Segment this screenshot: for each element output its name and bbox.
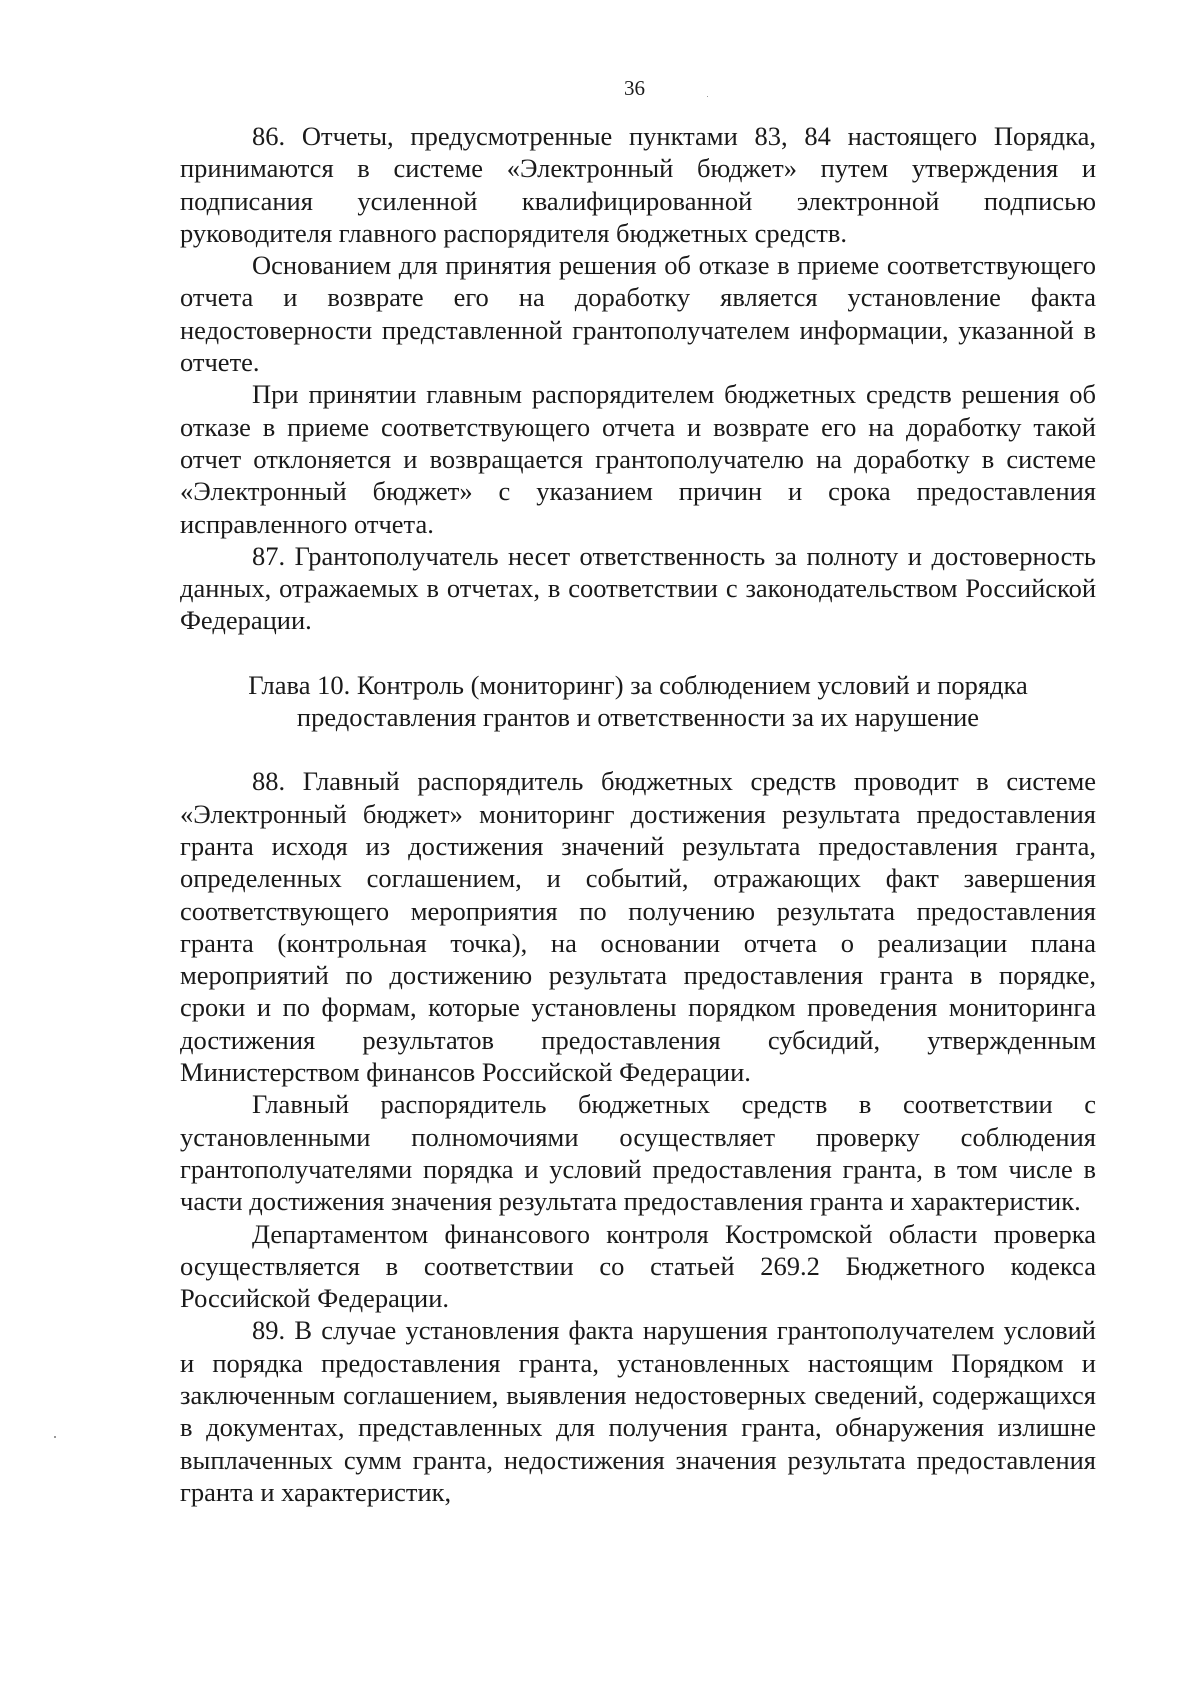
scan-speck	[707, 96, 708, 97]
chapter-heading-line-2: предоставления грантов и ответственности за их нарушение	[296, 702, 980, 733]
chapter-heading	[180, 669, 1096, 734]
chapter-heading-line-1: Глава 10. Контроль (мониторинг) за соблюдением условий и порядка	[248, 669, 1028, 700]
paragraph-86-rejection: При принятии главным распорядителем бюджетных средств решения об отказе в приеме соответствующего отчета и возврате его на доработку такой отчет отклоняется и возвращается грантополучателю на доработку в системе «Электронный бюджет» с указанием причин и срока предоставления исправленного отчета.	[180, 379, 1096, 539]
paragraph-88-department: Департаментом финансового контроля Костромской области проверка осуществляется в соответствии со статьей 269.2 Бюджетного кодекса Российской Федерации.	[180, 1218, 1096, 1314]
document-body	[180, 120, 1096, 1508]
paragraph-87: 87. Грантополучатель несет ответственность за полноту и достоверность данных, отражаемых в отчетах, в соответствии с законодательством Российской Федерации.	[180, 540, 1096, 636]
page-number: 36	[624, 76, 645, 100]
scan-speck	[54, 1436, 56, 1438]
paragraph-88-verification: Главный распорядитель бюджетных средств в соответствии с установленными полномочиями осуществляет проверку соблюдения грантополучателями порядка и условий предоставления гранта, в том числе в части достижения значения результата предоставления гранта и характеристик.	[180, 1089, 1096, 1217]
paragraph-89: 89. В случае установления факта нарушения грантополучателем условий и порядка предоставления гранта, установленных настоящим Порядком и заключенным соглашением, выявления недостоверных сведений, содержащихся в документах, представленных для получения гранта, обнаружения излишне выплаченных сумм гранта, недостижения значения результата предоставления гранта и характеристик,	[180, 1315, 1096, 1507]
paragraph-86: 86. Отчеты, предусмотренные пунктами 83, 84 настоящего Порядка, принимаются в системе «Электронный бюджет» путем утверждения и подписания усиленной квалифицированной электронной подписью руководителя главного распорядителя бюджетных средств.	[180, 121, 1096, 248]
paragraph-86-grounds: Основанием для принятия решения об отказе в приеме соответствующего отчета и возврате его на доработку является установление факта недостоверности представленной грантополучателем информации, указанной в отчете.	[180, 250, 1096, 378]
paragraph-88: 88. Главный распорядитель бюджетных средств проводит в системе «Электронный бюджет» мониторинг достижения результата предоставления гранта исходя из достижения значений результата предоставления гранта, определенных соглашением, и событий, отражающих факт завершения соответствующего мероприятия по получению результата предоставления гранта (контрольная точка), на основании отчета о реализации плана мероприятий по достижению результата предоставления гранта в порядке, сроки и по формам, которые установлены порядком проведения мониторинга достижения результатов предоставления субсидий, утвержденным Министерством финансов Российской Федерации.	[180, 766, 1096, 1088]
